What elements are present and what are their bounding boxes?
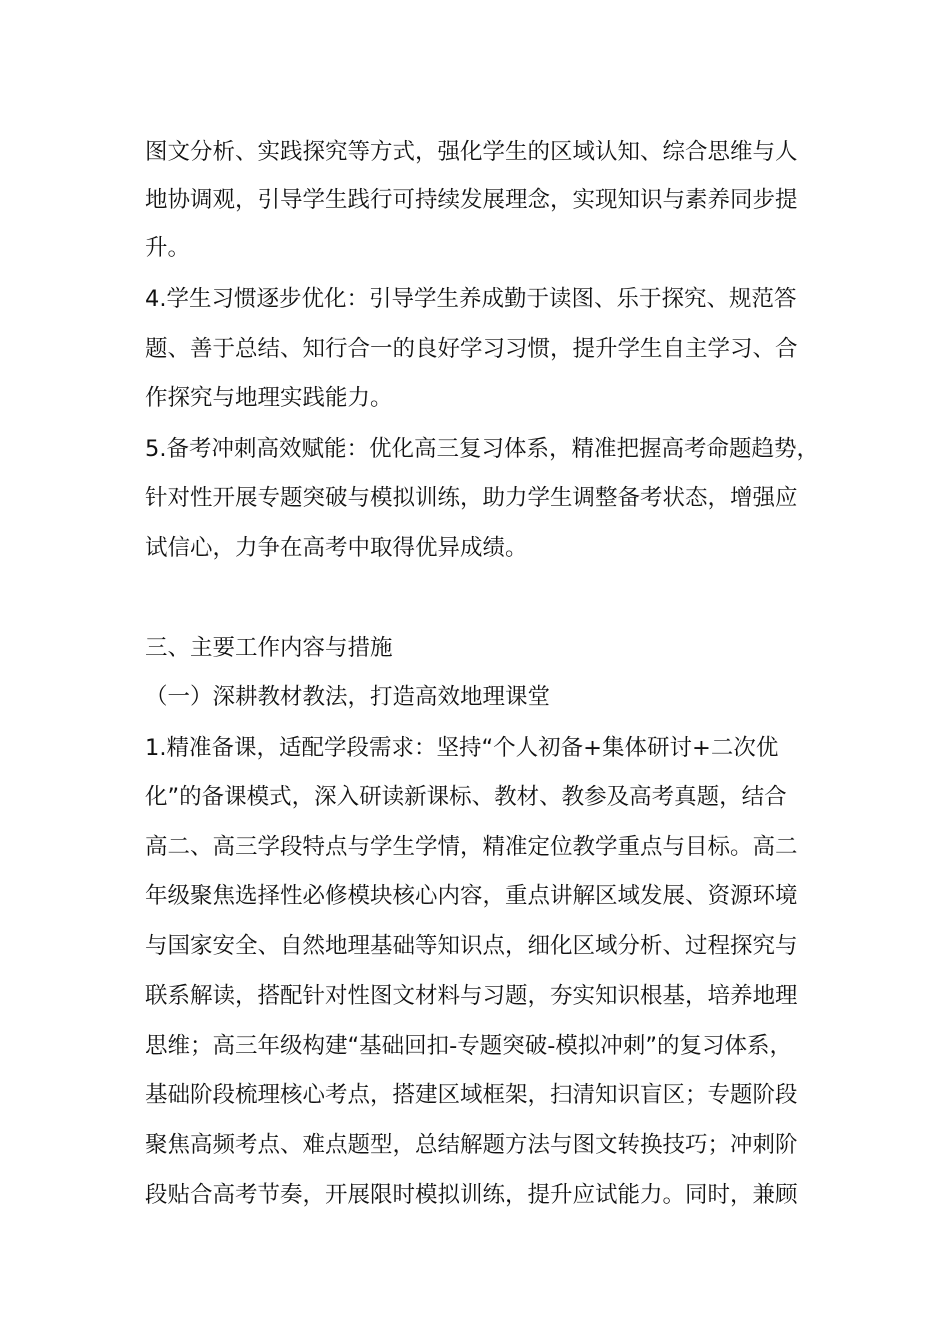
list-item-5: 5.备考冲刺高效赋能：优化高三复习体系，精准把握高考命题趋势， — [145, 436, 819, 462]
body-text-line: 地协调观，引导学生践行可持续发展理念，实现知识与素养同步提 — [145, 187, 798, 213]
body-text-line: 试信心，力争在高考中取得优异成绩。 — [145, 535, 528, 561]
body-text-line: 基础阶段梳理核心考点，搭建区域框架，扫清知识盲区；专题阶段 — [145, 1082, 798, 1108]
body-text-line: 作探究与地理实践能力。 — [145, 385, 393, 411]
subsection-heading: （一）深耕教材教法，打造高效地理课堂 — [145, 684, 551, 710]
body-text-line: 题、善于总结、知行合一的良好学习习惯，提升学生自主学习、合 — [145, 336, 798, 362]
section-heading: 三、主要工作内容与措施 — [145, 635, 393, 661]
body-text-line: 图文分析、实践探究等方式，强化学生的区域认知、综合思维与人 — [145, 139, 798, 165]
body-text-line: 化”的备课模式，深入研读新课标、教材、教参及高考真题，结合 — [145, 784, 787, 810]
body-text-line: 升。 — [145, 235, 191, 261]
body-text-line: 针对性开展专题突破与模拟训练，助力学生调整备考状态，增强应 — [145, 485, 798, 511]
list-item-1: 1.精准备课，适配学段需求：坚持“个人初备+集体研讨+二次优 — [145, 735, 779, 761]
body-text-line: 年级聚焦选择性必修模块核心内容，重点讲解区域发展、资源环境 — [145, 883, 798, 909]
body-text-line: 高二、高三学段特点与学生学情，精准定位教学重点与目标。高二 — [145, 834, 798, 860]
body-text-line: 思维；高三年级构建“基础回扣-专题突破-模拟冲刺”的复习体系， — [145, 1033, 793, 1059]
body-text-line: 联系解读，搭配针对性图文材料与习题，夯实知识根基，培养地理 — [145, 983, 798, 1009]
list-item-4: 4.学生习惯逐步优化：引导学生养成勤于读图、乐于探究、规范答 — [145, 286, 797, 312]
body-text-line: 与国家安全、自然地理基础等知识点，细化区域分析、过程探究与 — [145, 933, 798, 959]
body-text-line: 段贴合高考节奏，开展限时模拟训练，提升应试能力。同时，兼顾 — [145, 1182, 798, 1208]
body-text-line: 聚焦高频考点、难点题型，总结解题方法与图文转换技巧；冲刺阶 — [145, 1132, 798, 1158]
